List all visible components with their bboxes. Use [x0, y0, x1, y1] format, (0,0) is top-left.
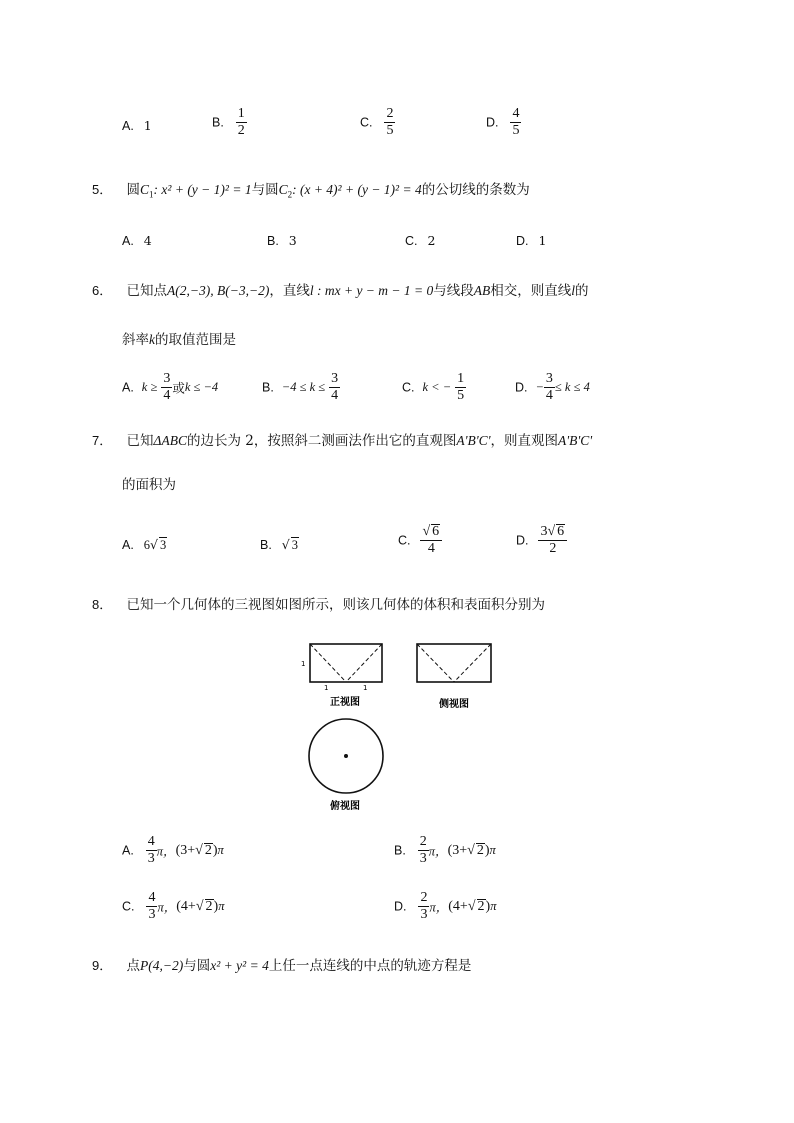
q5-option-c	[405, 233, 435, 248]
fraction	[236, 106, 247, 139]
numerator: 3	[545, 371, 553, 386]
dim-height: 1	[301, 660, 306, 668]
option-label: D.	[486, 115, 499, 130]
q8-text: 已知一个几何体的三视图如图所示，则该几何体的体积和表面积分别为	[126, 597, 546, 613]
dim-width-right: 1	[363, 684, 368, 692]
fraction	[418, 890, 429, 923]
fraction	[146, 890, 157, 923]
numerator: 4	[148, 890, 156, 905]
q6-option-c	[402, 371, 466, 404]
option-label: C.	[122, 899, 135, 914]
option-label: C.	[398, 533, 411, 548]
pi-symbol: π，	[156, 844, 176, 859]
coefficient: 6	[143, 538, 151, 552]
fraction	[420, 524, 442, 557]
q4-option-a	[122, 118, 152, 133]
numerator: 2	[419, 834, 427, 849]
sqrt-symbol: √	[195, 898, 204, 914]
option-label: A.	[122, 538, 134, 552]
option-text: 或	[172, 380, 185, 396]
q5-prefix: 圆	[126, 182, 141, 198]
option-value: 1	[538, 233, 547, 248]
front-view-dashed-left	[310, 644, 346, 682]
q5-mid: 与圆	[251, 182, 279, 198]
fraction	[329, 371, 340, 404]
q6-text5: 的	[575, 283, 589, 299]
q7-option-c	[398, 524, 442, 557]
top-view-center	[344, 754, 348, 758]
numerator: 3	[331, 371, 339, 386]
option-math: k < −	[422, 380, 452, 394]
surface-area: (4+√ 2)	[448, 898, 491, 914]
dim-width-left: 1	[324, 684, 329, 692]
numerator: 2	[420, 890, 428, 905]
side-view	[417, 644, 491, 710]
option-label: C.	[360, 115, 373, 130]
option-label: A.	[122, 119, 134, 133]
circle-equation: x² + y² = 4	[210, 958, 269, 973]
radicand: 6	[557, 524, 565, 539]
option-label: A.	[122, 380, 134, 395]
q4-option-c	[360, 106, 395, 139]
q7-option-d	[516, 524, 567, 557]
pi-symbol: π，	[157, 900, 177, 915]
points-ab: A(2,−3), B(−3,−2)	[167, 283, 270, 298]
option-label: B.	[212, 115, 224, 130]
option-math: ≤ k ≤ 4	[554, 380, 590, 394]
option-math: k ≤ −4	[184, 380, 219, 394]
surface-const: 3	[180, 842, 188, 858]
denominator: 4	[163, 388, 171, 403]
option-label: D.	[515, 380, 528, 395]
q6-text1: 已知点	[126, 283, 168, 299]
option-label: D.	[516, 234, 529, 248]
fraction	[455, 371, 466, 404]
slope-k: k	[149, 332, 155, 347]
triangle-abc: ΔABC	[153, 433, 187, 448]
pi-symbol: π，	[429, 900, 449, 915]
q7-text3: ，则直观图	[490, 433, 559, 449]
denominator: 3	[420, 907, 428, 922]
denominator: 4	[545, 388, 553, 403]
radicand: 2	[204, 842, 212, 858]
fraction	[146, 834, 157, 867]
fraction	[538, 524, 567, 557]
sqrt-symbol: √	[467, 842, 475, 858]
front-view-dashed-right	[346, 644, 382, 682]
q5-stem	[92, 181, 530, 204]
q6-text4: 相交，则直线	[490, 283, 572, 299]
circle-c2: C	[278, 182, 288, 197]
sqrt-symbol: √	[281, 537, 290, 552]
numerator: 3	[163, 371, 171, 386]
q7-option-b	[260, 537, 299, 552]
sqrt-symbol: √	[195, 842, 203, 858]
option-label: A.	[122, 234, 134, 248]
circle-c2-equation: : (x + 4)² + (y − 1)² = 4	[292, 182, 422, 197]
top-view-label: 俯视图	[330, 801, 360, 812]
q5-suffix: 的公切线的条数为	[421, 182, 530, 198]
side-view-dashed-left	[417, 644, 454, 682]
question-number: 8．	[92, 597, 113, 612]
denominator: 4	[331, 388, 339, 403]
radicand: 6	[432, 524, 440, 539]
front-view-label: 正视图	[330, 697, 360, 708]
q6-line2a: 斜率	[122, 332, 149, 348]
fraction	[510, 106, 521, 139]
sqrt-symbol: √	[467, 898, 476, 914]
question-number: 5．	[92, 182, 113, 197]
option-math: k ≥	[141, 380, 158, 394]
denominator: 3	[147, 851, 155, 866]
pi-symbol: π，	[428, 844, 448, 859]
q7-option-a	[122, 537, 167, 553]
top-view	[309, 719, 383, 812]
option-value: 3	[288, 233, 297, 248]
circle-c1-equation: : x² + (y − 1)² = 1	[153, 182, 252, 197]
numerator: 1	[457, 371, 465, 386]
fraction	[544, 371, 555, 404]
option-label: C.	[405, 234, 418, 248]
denominator: 3	[148, 907, 156, 922]
option-label: B.	[267, 234, 279, 248]
c1-subscript: 1	[149, 189, 154, 200]
line-equation: l : mx + y − m − 1 = 0	[309, 283, 434, 298]
q6-text2: ，直线	[269, 283, 310, 299]
radicand: 2	[205, 898, 213, 914]
option-label: C.	[402, 380, 415, 395]
side-view-dashed-right	[454, 644, 491, 682]
denominator: 5	[386, 123, 394, 138]
pi-symbol: π	[489, 843, 496, 857]
option-value: 2	[427, 233, 436, 248]
radicand: 3	[291, 538, 299, 552]
denominator: 4	[427, 541, 435, 556]
q6-line2b: 的取值范围是	[155, 332, 236, 348]
front-view-rect	[310, 644, 382, 682]
side-view-label: 侧视图	[439, 699, 469, 710]
side-view-rect	[417, 644, 491, 682]
surface-area: (4+√ 2)	[176, 898, 219, 914]
q7-stem-line2: 的面积为	[122, 477, 176, 493]
q7-stem	[92, 432, 592, 450]
surface-const: 4	[180, 898, 188, 914]
q8-option-c	[122, 890, 224, 923]
numerator	[538, 524, 567, 541]
denominator: 2	[549, 541, 557, 556]
surface-const: 4	[452, 898, 460, 914]
option-label: B.	[262, 380, 274, 395]
denominator: 3	[419, 851, 427, 866]
q9-text1: 点	[126, 958, 141, 974]
q5-option-a	[122, 233, 152, 248]
three-view-figure	[290, 636, 510, 818]
q5-option-d	[516, 233, 546, 248]
fraction	[418, 834, 429, 867]
q6-option-a	[122, 371, 218, 404]
option-label: A.	[122, 843, 134, 858]
option-label: D.	[516, 533, 529, 548]
option-value: 1	[143, 118, 152, 133]
option-label: B.	[394, 843, 406, 858]
surface-area: (3+√ 2)	[447, 842, 490, 858]
point-p: P(4,−2)	[140, 958, 184, 973]
radicand: 3	[160, 538, 167, 552]
numerator: 2	[386, 106, 394, 121]
q8-option-d	[394, 890, 496, 923]
sqrt-symbol: √	[547, 524, 556, 539]
q9-text2: 与圆	[183, 958, 211, 974]
q4-option-b	[212, 106, 247, 139]
segment-ab: AB	[473, 283, 491, 298]
sqrt-symbol: √	[422, 524, 431, 539]
surface-area: (3+√ 2)	[175, 842, 218, 858]
line-l: l	[571, 283, 576, 298]
fraction	[384, 106, 395, 139]
numerator: 4	[147, 834, 155, 849]
q8-option-b	[394, 834, 496, 867]
pi-symbol: π	[217, 843, 224, 857]
option-value: 4	[143, 233, 152, 248]
view-label: A'B'C'	[456, 433, 491, 448]
radicand: 2	[476, 842, 484, 858]
q8-option-a	[122, 834, 224, 867]
option-label: D.	[394, 899, 407, 914]
view-label: A'B'C'	[558, 433, 593, 448]
denominator: 2	[237, 123, 245, 138]
q7-text2: 的边长为 2，按照斜二测画法作出它的直观图	[186, 433, 457, 449]
c2-subscript: 2	[287, 189, 293, 200]
question-number: 6．	[92, 283, 113, 298]
q9-text3: 上任一点连线的中点的轨迹方程是	[268, 958, 472, 974]
denominator: 5	[457, 388, 465, 403]
q6-text3: 与线段	[433, 283, 474, 299]
q6-option-b	[262, 371, 340, 404]
circle-c1: C	[140, 182, 150, 197]
front-view	[301, 644, 382, 708]
q4-option-d	[486, 106, 521, 139]
q6-option-d	[515, 371, 590, 404]
question-number: 9．	[92, 958, 113, 973]
numerator: 4	[512, 106, 520, 121]
sqrt-symbol: √	[150, 537, 159, 552]
option-label: B.	[260, 538, 272, 552]
q5-option-b	[267, 233, 297, 248]
denominator: 5	[512, 123, 520, 138]
fraction	[161, 371, 172, 404]
q6-stem	[92, 282, 589, 300]
q6-stem-line2	[122, 331, 236, 349]
q9-stem	[92, 957, 471, 975]
numerator	[420, 524, 442, 541]
option-math: −	[535, 380, 544, 394]
question-number: 7．	[92, 433, 113, 448]
q8-stem	[92, 596, 545, 614]
q7-text1: 已知	[126, 433, 154, 449]
pi-symbol: π	[490, 899, 497, 913]
numerator: 1	[237, 106, 245, 121]
option-math: −4 ≤ k ≤	[281, 380, 326, 394]
surface-const: 3	[452, 842, 460, 858]
coefficient: 3	[540, 524, 548, 539]
pi-symbol: π	[218, 899, 225, 913]
radicand: 2	[477, 898, 485, 914]
